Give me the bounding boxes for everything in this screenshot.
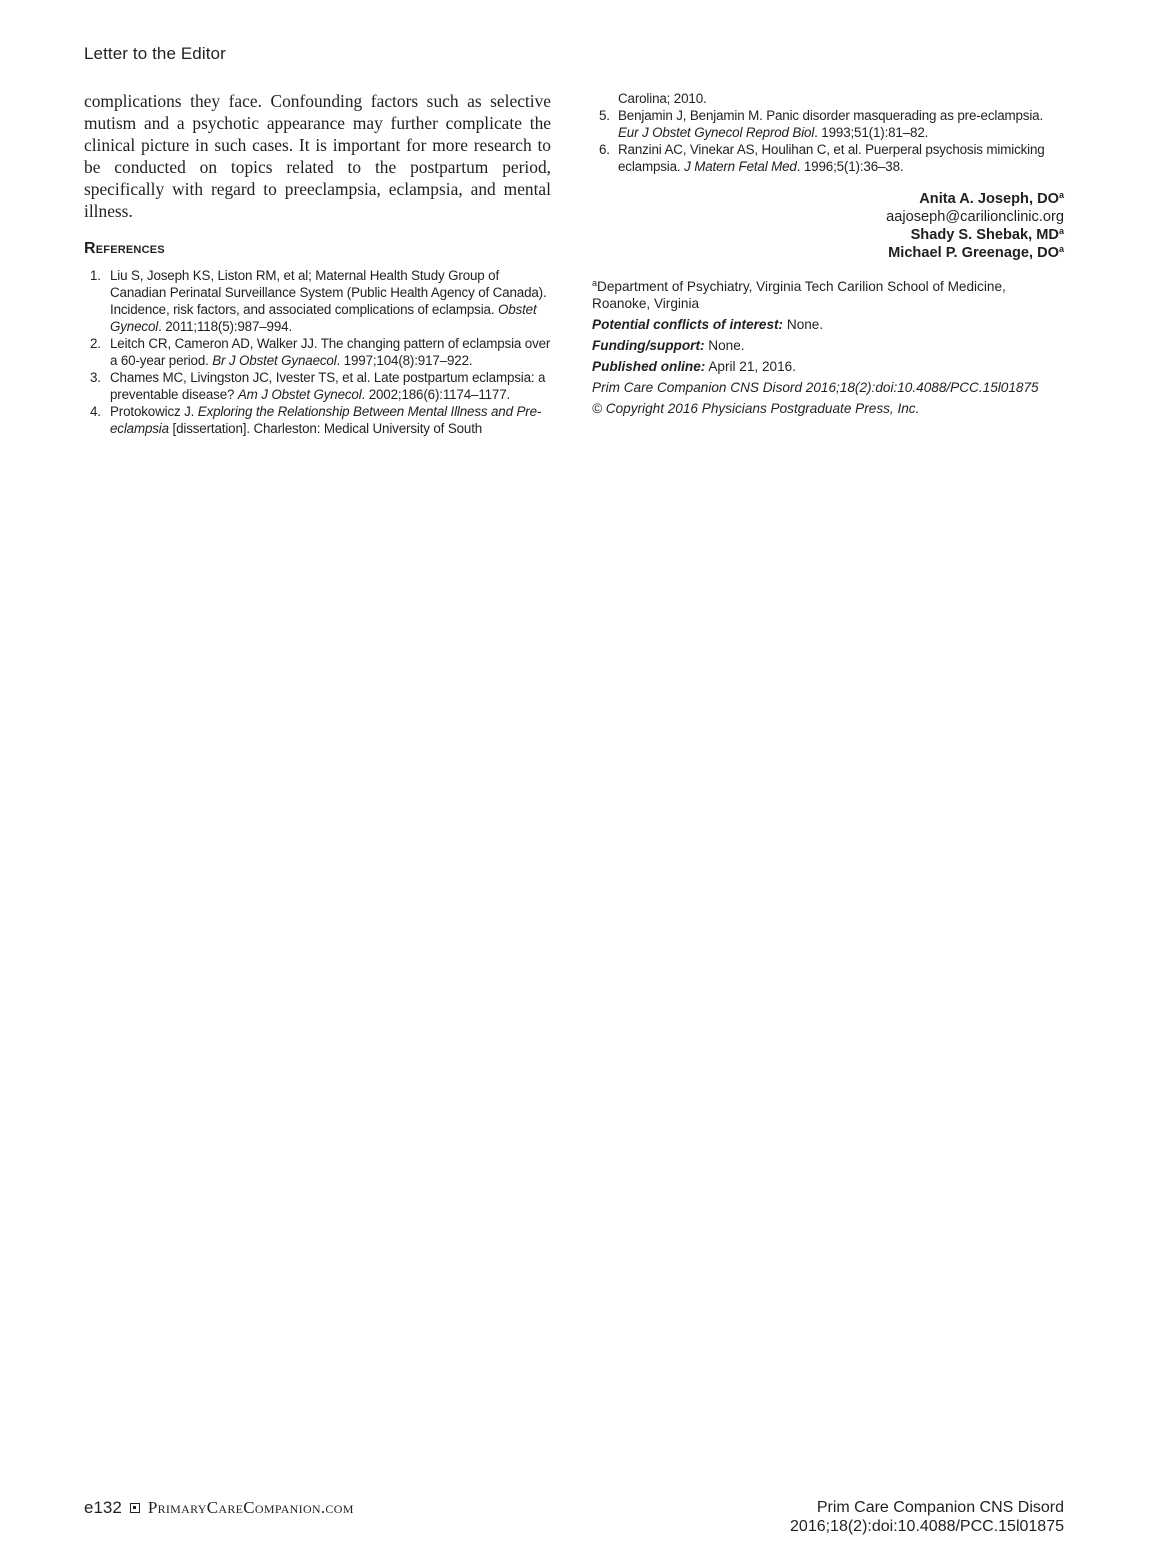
right-column (592, 90, 1064, 417)
square-bullet-icon (130, 1503, 140, 1513)
left-column (84, 90, 551, 437)
footer-citation (790, 1498, 1064, 1536)
author-email[interactable]: aajoseph@carilionclinic.org (886, 209, 1064, 225)
citation-line: Prim Care Companion CNS Disord 2016;18(2):doi:10.4088/PCC.15l01875 (592, 380, 1039, 395)
reference-item: 3. Chames MC, Livingston JC, Ivester TS, et al. Late postpartum eclampsia: a preventable disease? Am J Obstet Gynecol. 2002;186(6):1174–1177. (90, 370, 546, 402)
author-name: Michael P. Greenage, $DO^a$ (888, 244, 1064, 261)
published-online: Published online: April 21, 2016. (592, 359, 796, 374)
footer-left (84, 1498, 354, 1518)
author-name: Anita A. Joseph, $DO^a$ (919, 190, 1064, 207)
reference-list (84, 267, 551, 437)
reference-item: 2. Leitch CR, Cameron AD, Walker JJ. The changing pattern of eclampsia over a 60-year period. Br J Obstet Gynaecol. 1997;104(8):917–922. (90, 336, 551, 368)
references-heading: References (84, 240, 165, 257)
site-link[interactable]: PrimaryCareCompanion.com (147, 1498, 354, 1517)
footer-journal: Prim Care Companion CNS Disord (816, 1499, 1064, 1516)
conflicts-of-interest: Potential conflicts of interest: None. (592, 317, 824, 332)
copyright-line: © Copyright 2016 Physicians Postgraduate Press, Inc. (592, 401, 920, 416)
footer-doi: 2016;18(2):doi:10.4088/PCC.15l01875 (790, 1518, 1064, 1535)
reference-item: 1. Liu S, Joseph KS, Liston RM, et al; Maternal Health Study Group of Canadian Perinatal Surveillance System (Public Health Agency of Canada). Incidence, risk factors, and associated complications of eclampsia. Obstet Gynecol. 2011;118(5):987–994. (90, 268, 547, 334)
author-name: Shady S. Shebak, $MD^a$ (910, 226, 1064, 243)
section-label: Letter to the Editor (84, 44, 226, 63)
page-number: e132 (84, 1498, 122, 1517)
author-block (592, 190, 1064, 262)
reference-continuation: Carolina; 2010. (618, 91, 707, 106)
reference-list (592, 107, 1064, 175)
reference-item: 4. Protokowicz J. Exploring the Relationship Between Mental Illness and Pre-eclampsia [dissertation]. Charleston: Medical University of South (90, 404, 542, 436)
funding-support: Funding/support: None. (592, 338, 745, 353)
reference-item: 5. Benjamin J, Benjamin M. Panic disorder masquerading as pre-eclampsia. Eur J Obstet Gynecol Reprod Biol. 1993;51(1):81–82. (599, 108, 1044, 140)
affiliation: $^a$Department of Psychiatry, Virginia Tech Carilion School of Medicine, Roanoke, Virginia (592, 278, 1006, 311)
reference-item: 6. Ranzini AC, Vinekar AS, Houlihan C, et al. Puerperal psychosis mimicking eclampsia. J Matern Fetal Med. 1996;5(1):36–38. (599, 142, 1045, 174)
body-paragraph: complications they face. Confounding factors such as selective mutism and a psychotic appearance may further complicate the clinical picture in such cases. It is important for more research to be conducted on topics related to the postpartum period, specifically with regard to preeclampsia, eclampsia, and mental illness. (84, 91, 551, 221)
